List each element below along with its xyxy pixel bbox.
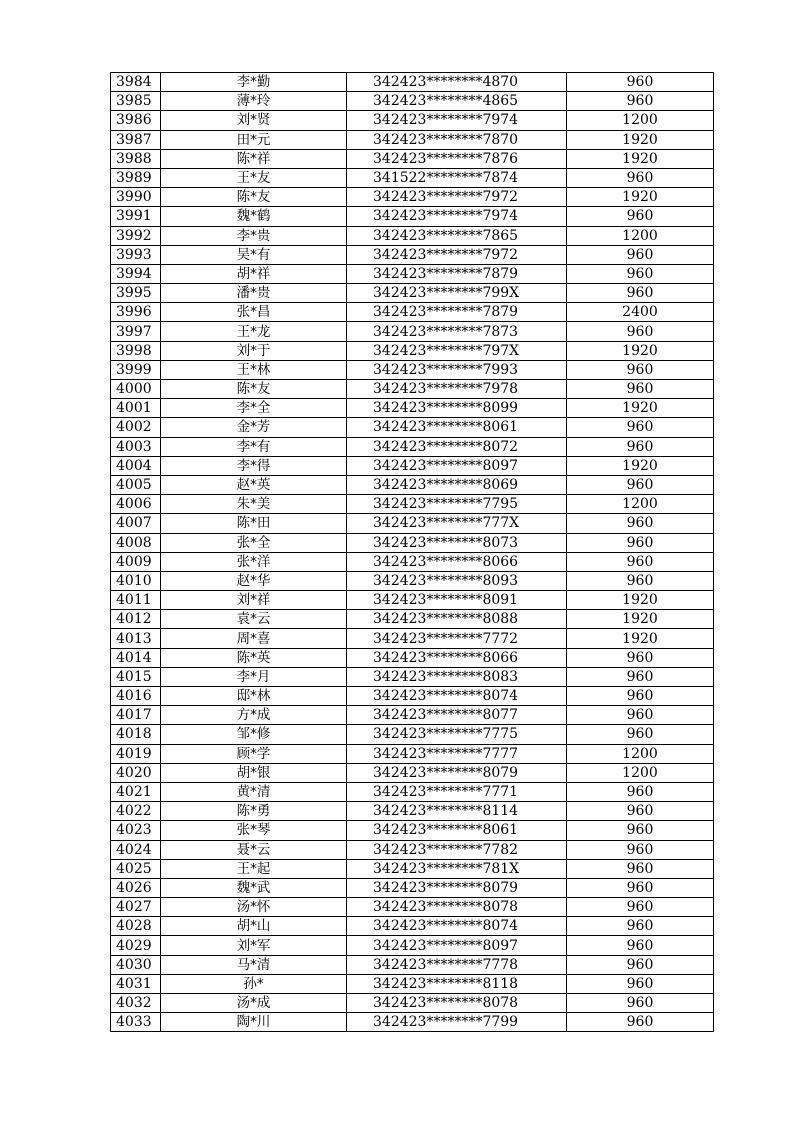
table-row xyxy=(111,418,714,437)
table-row xyxy=(111,629,714,648)
table-row xyxy=(111,399,714,418)
table-row xyxy=(111,878,714,897)
amount-cell: 960 xyxy=(567,648,714,667)
row-number-cell: 4020 xyxy=(111,763,161,782)
amount-cell: 1920 xyxy=(567,591,714,610)
table-row xyxy=(111,936,714,955)
amount-cell: 960 xyxy=(567,475,714,494)
row-number-cell: 4005 xyxy=(111,475,161,494)
id-number-cell: 342423********7775 xyxy=(347,725,567,744)
id-number-cell: 342423********8097 xyxy=(347,456,567,475)
id-number-cell: 342423********7879 xyxy=(347,303,567,322)
row-number-cell: 4029 xyxy=(111,936,161,955)
id-number-cell: 342423********7870 xyxy=(347,130,567,149)
name-cell: 薄*玲 xyxy=(161,92,347,111)
id-number-cell: 342423********7799 xyxy=(347,1013,567,1032)
table-row xyxy=(111,802,714,821)
row-number-cell: 4021 xyxy=(111,782,161,801)
name-cell: 胡*山 xyxy=(161,917,347,936)
amount-cell: 960 xyxy=(567,898,714,917)
name-cell: 陈*勇 xyxy=(161,802,347,821)
amount-cell: 960 xyxy=(567,322,714,341)
amount-cell: 960 xyxy=(567,92,714,111)
table-row xyxy=(111,130,714,149)
amount-cell: 960 xyxy=(567,1013,714,1032)
name-cell: 潘*贵 xyxy=(161,284,347,303)
row-number-cell: 4032 xyxy=(111,994,161,1013)
table-row xyxy=(111,111,714,130)
amount-cell: 960 xyxy=(567,802,714,821)
id-number-cell: 342423********4865 xyxy=(347,92,567,111)
amount-cell: 960 xyxy=(567,264,714,283)
table-body xyxy=(111,73,714,1032)
name-cell: 张*昌 xyxy=(161,303,347,322)
amount-cell: 1920 xyxy=(567,610,714,629)
id-number-cell: 342423********7778 xyxy=(347,955,567,974)
name-cell: 刘*贤 xyxy=(161,111,347,130)
amount-cell: 960 xyxy=(567,571,714,590)
amount-cell: 960 xyxy=(567,821,714,840)
amount-cell: 960 xyxy=(567,859,714,878)
id-number-cell: 342423********7974 xyxy=(347,111,567,130)
id-number-cell: 342423********8099 xyxy=(347,399,567,418)
row-number-cell: 3989 xyxy=(111,168,161,187)
row-number-cell: 4007 xyxy=(111,514,161,533)
row-number-cell: 4022 xyxy=(111,802,161,821)
amount-cell: 960 xyxy=(567,207,714,226)
id-number-cell: 342423********7879 xyxy=(347,264,567,283)
id-number-cell: 342423********7771 xyxy=(347,782,567,801)
name-cell: 王*龙 xyxy=(161,322,347,341)
name-cell: 金*芳 xyxy=(161,418,347,437)
id-number-cell: 342423********4870 xyxy=(347,73,567,92)
id-number-cell: 342423********799X xyxy=(347,284,567,303)
id-number-cell: 342423********7865 xyxy=(347,226,567,245)
id-number-cell: 342423********8078 xyxy=(347,994,567,1013)
row-number-cell: 3988 xyxy=(111,149,161,168)
row-number-cell: 4016 xyxy=(111,687,161,706)
table-row xyxy=(111,360,714,379)
table-row xyxy=(111,859,714,878)
row-number-cell: 3984 xyxy=(111,73,161,92)
name-cell: 汤*怀 xyxy=(161,898,347,917)
id-number-cell: 342423********8069 xyxy=(347,475,567,494)
row-number-cell: 4015 xyxy=(111,667,161,686)
name-cell: 孙* xyxy=(161,974,347,993)
row-number-cell: 3991 xyxy=(111,207,161,226)
name-cell: 王*友 xyxy=(161,168,347,187)
id-number-cell: 342423********7978 xyxy=(347,380,567,399)
table-row xyxy=(111,571,714,590)
amount-cell: 960 xyxy=(567,284,714,303)
name-cell: 赵*华 xyxy=(161,571,347,590)
name-cell: 张*全 xyxy=(161,533,347,552)
name-cell: 张*琴 xyxy=(161,821,347,840)
id-number-cell: 341522********7874 xyxy=(347,168,567,187)
table-row xyxy=(111,92,714,111)
table-row xyxy=(111,73,714,92)
id-number-cell: 342423********7777 xyxy=(347,744,567,763)
id-number-cell: 342423********7782 xyxy=(347,840,567,859)
name-cell: 胡*祥 xyxy=(161,264,347,283)
id-number-cell: 342423********7974 xyxy=(347,207,567,226)
row-number-cell: 4000 xyxy=(111,380,161,399)
amount-cell: 960 xyxy=(567,168,714,187)
subsidy-table xyxy=(110,72,714,1032)
amount-cell: 960 xyxy=(567,380,714,399)
row-number-cell: 4017 xyxy=(111,706,161,725)
amount-cell: 960 xyxy=(567,667,714,686)
row-number-cell: 4004 xyxy=(111,456,161,475)
name-cell: 马*清 xyxy=(161,955,347,974)
name-cell: 李*有 xyxy=(161,437,347,456)
id-number-cell: 342423********8073 xyxy=(347,533,567,552)
id-number-cell: 342423********777X xyxy=(347,514,567,533)
row-number-cell: 3986 xyxy=(111,111,161,130)
id-number-cell: 342423********8078 xyxy=(347,898,567,917)
id-number-cell: 342423********781X xyxy=(347,859,567,878)
row-number-cell: 4024 xyxy=(111,840,161,859)
id-number-cell: 342423********8088 xyxy=(347,610,567,629)
name-cell: 陶*川 xyxy=(161,1013,347,1032)
table-row xyxy=(111,591,714,610)
name-cell: 袁*云 xyxy=(161,610,347,629)
amount-cell: 960 xyxy=(567,878,714,897)
name-cell: 刘*于 xyxy=(161,341,347,360)
amount-cell: 960 xyxy=(567,514,714,533)
row-number-cell: 4014 xyxy=(111,648,161,667)
id-number-cell: 342423********7795 xyxy=(347,495,567,514)
amount-cell: 1200 xyxy=(567,226,714,245)
name-cell: 黄*清 xyxy=(161,782,347,801)
id-number-cell: 342423********8066 xyxy=(347,648,567,667)
name-cell: 李*勤 xyxy=(161,73,347,92)
amount-cell: 2400 xyxy=(567,303,714,322)
amount-cell: 960 xyxy=(567,687,714,706)
id-number-cell: 342423********7993 xyxy=(347,360,567,379)
amount-cell: 960 xyxy=(567,994,714,1013)
id-number-cell: 342423********7873 xyxy=(347,322,567,341)
name-cell: 田*元 xyxy=(161,130,347,149)
name-cell: 刘*祥 xyxy=(161,591,347,610)
row-number-cell: 4031 xyxy=(111,974,161,993)
name-cell: 邸*林 xyxy=(161,687,347,706)
id-number-cell: 342423********7972 xyxy=(347,188,567,207)
table-row xyxy=(111,974,714,993)
amount-cell: 960 xyxy=(567,552,714,571)
row-number-cell: 3994 xyxy=(111,264,161,283)
row-number-cell: 4002 xyxy=(111,418,161,437)
row-number-cell: 3999 xyxy=(111,360,161,379)
amount-cell: 960 xyxy=(567,955,714,974)
row-number-cell: 4010 xyxy=(111,571,161,590)
name-cell: 赵*英 xyxy=(161,475,347,494)
table-row xyxy=(111,207,714,226)
name-cell: 方*成 xyxy=(161,706,347,725)
row-number-cell: 4006 xyxy=(111,495,161,514)
id-number-cell: 342423********8066 xyxy=(347,552,567,571)
table-row xyxy=(111,226,714,245)
name-cell: 魏*武 xyxy=(161,878,347,897)
id-number-cell: 342423********8093 xyxy=(347,571,567,590)
amount-cell: 1920 xyxy=(567,188,714,207)
name-cell: 陈*友 xyxy=(161,380,347,399)
name-cell: 陈*祥 xyxy=(161,149,347,168)
table-row xyxy=(111,475,714,494)
amount-cell: 960 xyxy=(567,782,714,801)
row-number-cell: 4011 xyxy=(111,591,161,610)
row-number-cell: 4018 xyxy=(111,725,161,744)
amount-cell: 1920 xyxy=(567,399,714,418)
row-number-cell: 3996 xyxy=(111,303,161,322)
id-number-cell: 342423********8077 xyxy=(347,706,567,725)
row-number-cell: 3995 xyxy=(111,284,161,303)
table-row xyxy=(111,495,714,514)
amount-cell: 960 xyxy=(567,917,714,936)
name-cell: 汤*成 xyxy=(161,994,347,1013)
name-cell: 李*月 xyxy=(161,667,347,686)
row-number-cell: 4019 xyxy=(111,744,161,763)
amount-cell: 1200 xyxy=(567,111,714,130)
amount-cell: 1920 xyxy=(567,341,714,360)
table-row xyxy=(111,514,714,533)
id-number-cell: 342423********8114 xyxy=(347,802,567,821)
table-row xyxy=(111,322,714,341)
amount-cell: 960 xyxy=(567,360,714,379)
table-row xyxy=(111,648,714,667)
id-number-cell: 342423********8091 xyxy=(347,591,567,610)
row-number-cell: 4012 xyxy=(111,610,161,629)
name-cell: 邹*修 xyxy=(161,725,347,744)
row-number-cell: 4003 xyxy=(111,437,161,456)
name-cell: 聂*云 xyxy=(161,840,347,859)
row-number-cell: 3990 xyxy=(111,188,161,207)
id-number-cell: 342423********8118 xyxy=(347,974,567,993)
row-number-cell: 3985 xyxy=(111,92,161,111)
name-cell: 周*喜 xyxy=(161,629,347,648)
amount-cell: 960 xyxy=(567,437,714,456)
id-number-cell: 342423********8079 xyxy=(347,878,567,897)
table-row xyxy=(111,725,714,744)
table-row xyxy=(111,303,714,322)
name-cell: 李*全 xyxy=(161,399,347,418)
name-cell: 王*起 xyxy=(161,859,347,878)
table-row xyxy=(111,552,714,571)
table-row xyxy=(111,341,714,360)
table-row xyxy=(111,533,714,552)
row-number-cell: 4013 xyxy=(111,629,161,648)
row-number-cell: 3992 xyxy=(111,226,161,245)
table-row xyxy=(111,456,714,475)
amount-cell: 1920 xyxy=(567,456,714,475)
row-number-cell: 4033 xyxy=(111,1013,161,1032)
id-number-cell: 342423********8061 xyxy=(347,821,567,840)
row-number-cell: 4023 xyxy=(111,821,161,840)
table-row xyxy=(111,706,714,725)
table-row xyxy=(111,437,714,456)
table-row xyxy=(111,168,714,187)
id-number-cell: 342423********8083 xyxy=(347,667,567,686)
row-number-cell: 4026 xyxy=(111,878,161,897)
name-cell: 陈*英 xyxy=(161,648,347,667)
table-row xyxy=(111,1013,714,1032)
row-number-cell: 3997 xyxy=(111,322,161,341)
id-number-cell: 342423********8061 xyxy=(347,418,567,437)
row-number-cell: 4025 xyxy=(111,859,161,878)
amount-cell: 960 xyxy=(567,840,714,859)
name-cell: 陈*友 xyxy=(161,188,347,207)
amount-cell: 1920 xyxy=(567,149,714,168)
row-number-cell: 4008 xyxy=(111,533,161,552)
table-row xyxy=(111,264,714,283)
name-cell: 朱*美 xyxy=(161,495,347,514)
row-number-cell: 4001 xyxy=(111,399,161,418)
name-cell: 吴*有 xyxy=(161,245,347,264)
table-row xyxy=(111,763,714,782)
name-cell: 胡*银 xyxy=(161,763,347,782)
row-number-cell: 4009 xyxy=(111,552,161,571)
name-cell: 张*洋 xyxy=(161,552,347,571)
amount-cell: 1200 xyxy=(567,763,714,782)
id-number-cell: 342423********8074 xyxy=(347,917,567,936)
id-number-cell: 342423********7772 xyxy=(347,629,567,648)
name-cell: 顾*学 xyxy=(161,744,347,763)
table-row xyxy=(111,821,714,840)
table-row xyxy=(111,284,714,303)
id-number-cell: 342423********8097 xyxy=(347,936,567,955)
table-row xyxy=(111,687,714,706)
amount-cell: 960 xyxy=(567,936,714,955)
table-row xyxy=(111,782,714,801)
amount-cell: 960 xyxy=(567,73,714,92)
amount-cell: 960 xyxy=(567,245,714,264)
id-number-cell: 342423********7876 xyxy=(347,149,567,168)
id-number-cell: 342423********7972 xyxy=(347,245,567,264)
amount-cell: 960 xyxy=(567,974,714,993)
table-row xyxy=(111,188,714,207)
amount-cell: 960 xyxy=(567,418,714,437)
amount-cell: 1200 xyxy=(567,495,714,514)
table-row xyxy=(111,245,714,264)
row-number-cell: 4028 xyxy=(111,917,161,936)
row-number-cell: 3987 xyxy=(111,130,161,149)
table-row xyxy=(111,840,714,859)
name-cell: 陈*田 xyxy=(161,514,347,533)
amount-cell: 960 xyxy=(567,725,714,744)
id-number-cell: 342423********8079 xyxy=(347,763,567,782)
amount-cell: 960 xyxy=(567,706,714,725)
table-row xyxy=(111,667,714,686)
row-number-cell: 3998 xyxy=(111,341,161,360)
table-row xyxy=(111,994,714,1013)
name-cell: 李*贵 xyxy=(161,226,347,245)
amount-cell: 1920 xyxy=(567,130,714,149)
table-row xyxy=(111,610,714,629)
row-number-cell: 4027 xyxy=(111,898,161,917)
table-row xyxy=(111,380,714,399)
table-row xyxy=(111,898,714,917)
row-number-cell: 3993 xyxy=(111,245,161,264)
table-row xyxy=(111,955,714,974)
row-number-cell: 4030 xyxy=(111,955,161,974)
table-row xyxy=(111,744,714,763)
table-row xyxy=(111,917,714,936)
name-cell: 王*林 xyxy=(161,360,347,379)
id-number-cell: 342423********797X xyxy=(347,341,567,360)
amount-cell: 1200 xyxy=(567,744,714,763)
table-row xyxy=(111,149,714,168)
id-number-cell: 342423********8072 xyxy=(347,437,567,456)
name-cell: 刘*军 xyxy=(161,936,347,955)
amount-cell: 960 xyxy=(567,533,714,552)
name-cell: 李*得 xyxy=(161,456,347,475)
amount-cell: 1920 xyxy=(567,629,714,648)
id-number-cell: 342423********8074 xyxy=(347,687,567,706)
name-cell: 魏*鹤 xyxy=(161,207,347,226)
